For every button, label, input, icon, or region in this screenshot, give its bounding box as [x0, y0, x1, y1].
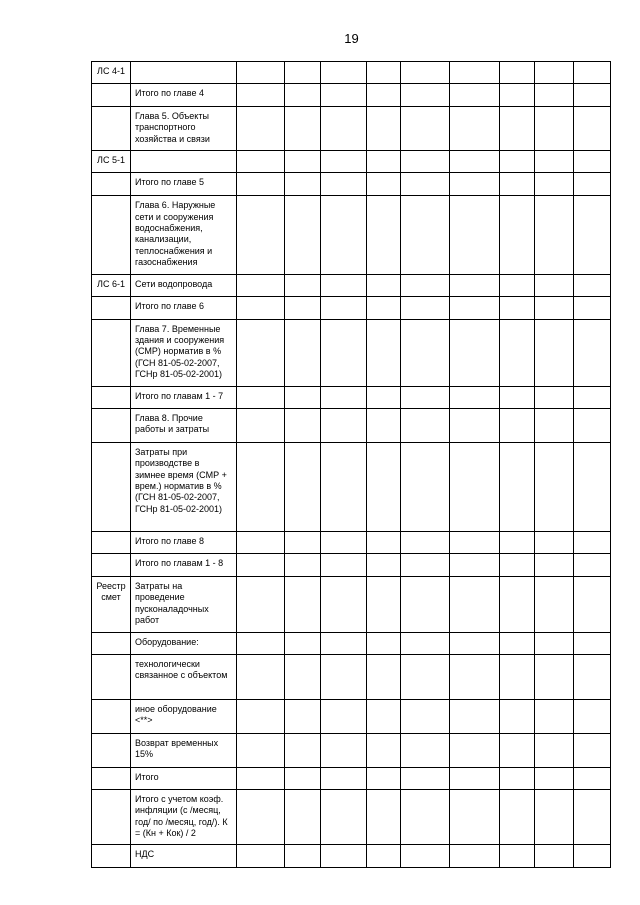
empty-value-cell	[321, 845, 367, 868]
empty-value-cell	[535, 296, 574, 319]
empty-value-cell	[285, 386, 321, 408]
empty-value-cell	[285, 151, 321, 173]
empty-value-cell	[500, 84, 535, 107]
empty-value-cell	[450, 386, 500, 408]
row-label-cell: Затраты на проведение пусконаладочных работ	[131, 576, 237, 632]
empty-value-cell	[535, 442, 574, 531]
empty-value-cell	[401, 733, 450, 767]
empty-value-cell	[237, 632, 285, 654]
empty-value-cell	[450, 699, 500, 733]
row-code-cell	[92, 699, 131, 733]
empty-value-cell	[401, 274, 450, 296]
empty-value-cell	[321, 553, 367, 576]
empty-value-cell	[237, 789, 285, 845]
row-code-cell: Реестр смет	[92, 576, 131, 632]
empty-value-cell	[285, 62, 321, 84]
empty-value-cell	[321, 173, 367, 196]
empty-value-cell	[237, 699, 285, 733]
empty-value-cell	[367, 531, 401, 553]
empty-value-cell	[450, 107, 500, 151]
empty-value-cell	[535, 408, 574, 442]
row-label-cell: Итого по главе 4	[131, 84, 237, 107]
empty-value-cell	[285, 442, 321, 531]
empty-value-cell	[321, 107, 367, 151]
empty-value-cell	[401, 107, 450, 151]
row-code-cell	[92, 173, 131, 196]
empty-value-cell	[285, 632, 321, 654]
table-row	[92, 576, 611, 632]
empty-value-cell	[401, 442, 450, 531]
row-code-cell	[92, 632, 131, 654]
empty-value-cell	[574, 767, 611, 789]
empty-value-cell	[401, 386, 450, 408]
empty-value-cell	[500, 296, 535, 319]
empty-value-cell	[321, 196, 367, 274]
empty-value-cell	[535, 845, 574, 868]
empty-value-cell	[574, 319, 611, 386]
empty-value-cell	[285, 107, 321, 151]
empty-value-cell	[535, 632, 574, 654]
empty-value-cell	[285, 789, 321, 845]
table-row	[92, 442, 611, 531]
empty-value-cell	[367, 319, 401, 386]
empty-value-cell	[285, 296, 321, 319]
page-number: 19	[344, 31, 359, 46]
empty-value-cell	[450, 576, 500, 632]
empty-value-cell	[500, 173, 535, 196]
empty-value-cell	[367, 576, 401, 632]
empty-value-cell	[367, 62, 401, 84]
empty-value-cell	[321, 632, 367, 654]
empty-value-cell	[237, 296, 285, 319]
empty-value-cell	[237, 576, 285, 632]
empty-value-cell	[500, 274, 535, 296]
empty-value-cell	[500, 386, 535, 408]
row-code-cell	[92, 789, 131, 845]
row-label-cell: НДС	[131, 845, 237, 868]
empty-value-cell	[321, 274, 367, 296]
table-row	[92, 173, 611, 196]
empty-value-cell	[367, 274, 401, 296]
empty-value-cell	[500, 845, 535, 868]
empty-value-cell	[500, 789, 535, 845]
empty-value-cell	[401, 632, 450, 654]
empty-value-cell	[500, 196, 535, 274]
empty-value-cell	[321, 767, 367, 789]
row-code-cell	[92, 442, 131, 531]
row-label-cell: Итого с учетом коэф. инфляции (с /месяц, год/ по /месяц, год/). К = (Кн + Кок) / 2	[131, 789, 237, 845]
row-label-cell	[131, 62, 237, 84]
empty-value-cell	[367, 84, 401, 107]
table-row	[92, 531, 611, 553]
empty-value-cell	[500, 699, 535, 733]
empty-value-cell	[450, 274, 500, 296]
row-code-cell	[92, 553, 131, 576]
empty-value-cell	[450, 632, 500, 654]
empty-value-cell	[367, 296, 401, 319]
empty-value-cell	[367, 632, 401, 654]
empty-value-cell	[450, 196, 500, 274]
row-label-cell: Глава 6. Наружные сети и сооружения водоснабжения, канализации, теплоснабжения и газоснабжения	[131, 196, 237, 274]
empty-value-cell	[401, 699, 450, 733]
empty-value-cell	[535, 553, 574, 576]
row-code-cell: ЛС 5-1	[92, 151, 131, 173]
empty-value-cell	[285, 654, 321, 699]
table-row	[92, 789, 611, 845]
empty-value-cell	[535, 62, 574, 84]
empty-value-cell	[450, 789, 500, 845]
empty-value-cell	[367, 386, 401, 408]
row-label-cell: Глава 8. Прочие работы и затраты	[131, 408, 237, 442]
empty-value-cell	[450, 553, 500, 576]
empty-value-cell	[367, 442, 401, 531]
empty-value-cell	[401, 62, 450, 84]
empty-value-cell	[237, 408, 285, 442]
empty-value-cell	[321, 576, 367, 632]
row-label-cell: Оборудование:	[131, 632, 237, 654]
row-code-cell	[92, 408, 131, 442]
empty-value-cell	[321, 408, 367, 442]
empty-value-cell	[574, 62, 611, 84]
empty-value-cell	[285, 173, 321, 196]
empty-value-cell	[500, 632, 535, 654]
row-label-cell: технологически связанное с объектом	[131, 654, 237, 699]
empty-value-cell	[574, 733, 611, 767]
empty-value-cell	[535, 576, 574, 632]
empty-value-cell	[574, 531, 611, 553]
empty-value-cell	[321, 151, 367, 173]
row-label-cell: Глава 7. Временные здания и сооружения (СМР) норматив в % (ГСН 81-05-02-2007, ГСНр 81-05-02-2001)	[131, 319, 237, 386]
empty-value-cell	[535, 531, 574, 553]
table-row	[92, 274, 611, 296]
empty-value-cell	[321, 296, 367, 319]
table-row	[92, 845, 611, 868]
empty-value-cell	[535, 654, 574, 699]
row-label-cell: Итого по главе 5	[131, 173, 237, 196]
row-code-cell	[92, 84, 131, 107]
table-row	[92, 654, 611, 699]
empty-value-cell	[574, 408, 611, 442]
row-code-cell	[92, 107, 131, 151]
empty-value-cell	[450, 151, 500, 173]
empty-value-cell	[321, 699, 367, 733]
empty-value-cell	[401, 296, 450, 319]
row-code-cell: ЛС 4-1	[92, 62, 131, 84]
empty-value-cell	[285, 733, 321, 767]
empty-value-cell	[237, 196, 285, 274]
row-label-cell: Итого по главе 8	[131, 531, 237, 553]
empty-value-cell	[535, 789, 574, 845]
empty-value-cell	[367, 151, 401, 173]
empty-value-cell	[500, 654, 535, 699]
empty-value-cell	[450, 654, 500, 699]
row-code-cell	[92, 733, 131, 767]
empty-value-cell	[285, 576, 321, 632]
empty-value-cell	[285, 845, 321, 868]
empty-value-cell	[237, 107, 285, 151]
empty-value-cell	[401, 576, 450, 632]
empty-value-cell	[500, 576, 535, 632]
empty-value-cell	[401, 173, 450, 196]
empty-value-cell	[450, 733, 500, 767]
empty-value-cell	[574, 632, 611, 654]
empty-value-cell	[535, 699, 574, 733]
table-row	[92, 553, 611, 576]
empty-value-cell	[237, 319, 285, 386]
empty-value-cell	[535, 386, 574, 408]
empty-value-cell	[535, 107, 574, 151]
empty-value-cell	[450, 442, 500, 531]
empty-value-cell	[500, 733, 535, 767]
empty-value-cell	[574, 84, 611, 107]
empty-value-cell	[574, 151, 611, 173]
empty-value-cell	[500, 408, 535, 442]
row-code-cell	[92, 296, 131, 319]
estimate-table	[91, 61, 611, 868]
empty-value-cell	[401, 553, 450, 576]
empty-value-cell	[237, 654, 285, 699]
empty-value-cell	[574, 654, 611, 699]
empty-value-cell	[450, 173, 500, 196]
empty-value-cell	[401, 789, 450, 845]
row-code-cell	[92, 531, 131, 553]
empty-value-cell	[367, 845, 401, 868]
empty-value-cell	[321, 789, 367, 845]
empty-value-cell	[237, 386, 285, 408]
empty-value-cell	[535, 733, 574, 767]
empty-value-cell	[321, 654, 367, 699]
row-label-cell	[131, 151, 237, 173]
row-label-cell: Итого по главе 6	[131, 296, 237, 319]
empty-value-cell	[285, 274, 321, 296]
empty-value-cell	[450, 62, 500, 84]
empty-value-cell	[237, 62, 285, 84]
empty-value-cell	[321, 62, 367, 84]
empty-value-cell	[500, 107, 535, 151]
empty-value-cell	[285, 408, 321, 442]
empty-value-cell	[367, 408, 401, 442]
empty-value-cell	[237, 84, 285, 107]
empty-value-cell	[237, 442, 285, 531]
empty-value-cell	[321, 531, 367, 553]
empty-value-cell	[535, 274, 574, 296]
empty-value-cell	[574, 386, 611, 408]
row-label-cell: Итого по главам 1 - 7	[131, 386, 237, 408]
row-code-cell: ЛС 6-1	[92, 274, 131, 296]
row-code-cell	[92, 386, 131, 408]
empty-value-cell	[285, 84, 321, 107]
empty-value-cell	[401, 767, 450, 789]
empty-value-cell	[574, 845, 611, 868]
empty-value-cell	[535, 151, 574, 173]
empty-value-cell	[450, 84, 500, 107]
empty-value-cell	[237, 733, 285, 767]
empty-value-cell	[321, 84, 367, 107]
table-row	[92, 386, 611, 408]
empty-value-cell	[367, 553, 401, 576]
empty-value-cell	[401, 84, 450, 107]
table-row	[92, 408, 611, 442]
empty-value-cell	[574, 789, 611, 845]
empty-value-cell	[237, 531, 285, 553]
empty-value-cell	[535, 319, 574, 386]
table-row	[92, 84, 611, 107]
empty-value-cell	[367, 699, 401, 733]
empty-value-cell	[535, 767, 574, 789]
empty-value-cell	[450, 767, 500, 789]
empty-value-cell	[401, 408, 450, 442]
empty-value-cell	[321, 442, 367, 531]
row-label-cell: иное оборудование <**>	[131, 699, 237, 733]
empty-value-cell	[500, 442, 535, 531]
empty-value-cell	[367, 654, 401, 699]
empty-value-cell	[574, 442, 611, 531]
row-label-cell: Итого	[131, 767, 237, 789]
row-label-cell: Итого по главам 1 - 8	[131, 553, 237, 576]
empty-value-cell	[574, 699, 611, 733]
empty-value-cell	[237, 767, 285, 789]
empty-value-cell	[285, 699, 321, 733]
empty-value-cell	[367, 196, 401, 274]
row-label-cell: Сети водопровода	[131, 274, 237, 296]
empty-value-cell	[321, 386, 367, 408]
table-row	[92, 632, 611, 654]
empty-value-cell	[237, 151, 285, 173]
row-code-cell	[92, 319, 131, 386]
table-row	[92, 699, 611, 733]
empty-value-cell	[237, 553, 285, 576]
empty-value-cell	[401, 196, 450, 274]
empty-value-cell	[367, 107, 401, 151]
empty-value-cell	[367, 733, 401, 767]
row-label-cell: Возврат временных 15%	[131, 733, 237, 767]
empty-value-cell	[285, 196, 321, 274]
empty-value-cell	[285, 319, 321, 386]
empty-value-cell	[450, 319, 500, 386]
empty-value-cell	[574, 296, 611, 319]
row-code-cell	[92, 196, 131, 274]
row-label-cell: Затраты при производстве в зимнее время (СМР + врем.) норматив в % (ГСН 81-05-02-2007, ГСНр 81-05-02-2001)	[131, 442, 237, 531]
row-code-cell	[92, 654, 131, 699]
table-row	[92, 151, 611, 173]
empty-value-cell	[321, 319, 367, 386]
empty-value-cell	[450, 531, 500, 553]
empty-value-cell	[367, 173, 401, 196]
empty-value-cell	[500, 767, 535, 789]
empty-value-cell	[500, 319, 535, 386]
empty-value-cell	[401, 654, 450, 699]
empty-value-cell	[535, 173, 574, 196]
empty-value-cell	[500, 531, 535, 553]
empty-value-cell	[450, 408, 500, 442]
empty-value-cell	[450, 845, 500, 868]
empty-value-cell	[285, 767, 321, 789]
empty-value-cell	[237, 274, 285, 296]
empty-value-cell	[367, 789, 401, 845]
empty-value-cell	[401, 531, 450, 553]
empty-value-cell	[285, 553, 321, 576]
empty-value-cell	[500, 553, 535, 576]
empty-value-cell	[500, 151, 535, 173]
table-row	[92, 296, 611, 319]
empty-value-cell	[401, 319, 450, 386]
table-row	[92, 767, 611, 789]
empty-value-cell	[367, 767, 401, 789]
empty-value-cell	[401, 151, 450, 173]
empty-value-cell	[285, 531, 321, 553]
empty-value-cell	[450, 296, 500, 319]
empty-value-cell	[500, 62, 535, 84]
table-row	[92, 733, 611, 767]
empty-value-cell	[574, 107, 611, 151]
empty-value-cell	[574, 173, 611, 196]
empty-value-cell	[574, 576, 611, 632]
empty-value-cell	[237, 845, 285, 868]
table-row	[92, 62, 611, 84]
empty-value-cell	[237, 173, 285, 196]
row-label-cell: Глава 5. Объекты транспортного хозяйства и связи	[131, 107, 237, 151]
table-row	[92, 196, 611, 274]
empty-value-cell	[574, 274, 611, 296]
row-code-cell	[92, 767, 131, 789]
empty-value-cell	[535, 196, 574, 274]
table-row	[92, 319, 611, 386]
row-code-cell	[92, 845, 131, 868]
empty-value-cell	[574, 196, 611, 274]
empty-value-cell	[321, 733, 367, 767]
empty-value-cell	[535, 84, 574, 107]
table-row	[92, 107, 611, 151]
empty-value-cell	[401, 845, 450, 868]
empty-value-cell	[574, 553, 611, 576]
